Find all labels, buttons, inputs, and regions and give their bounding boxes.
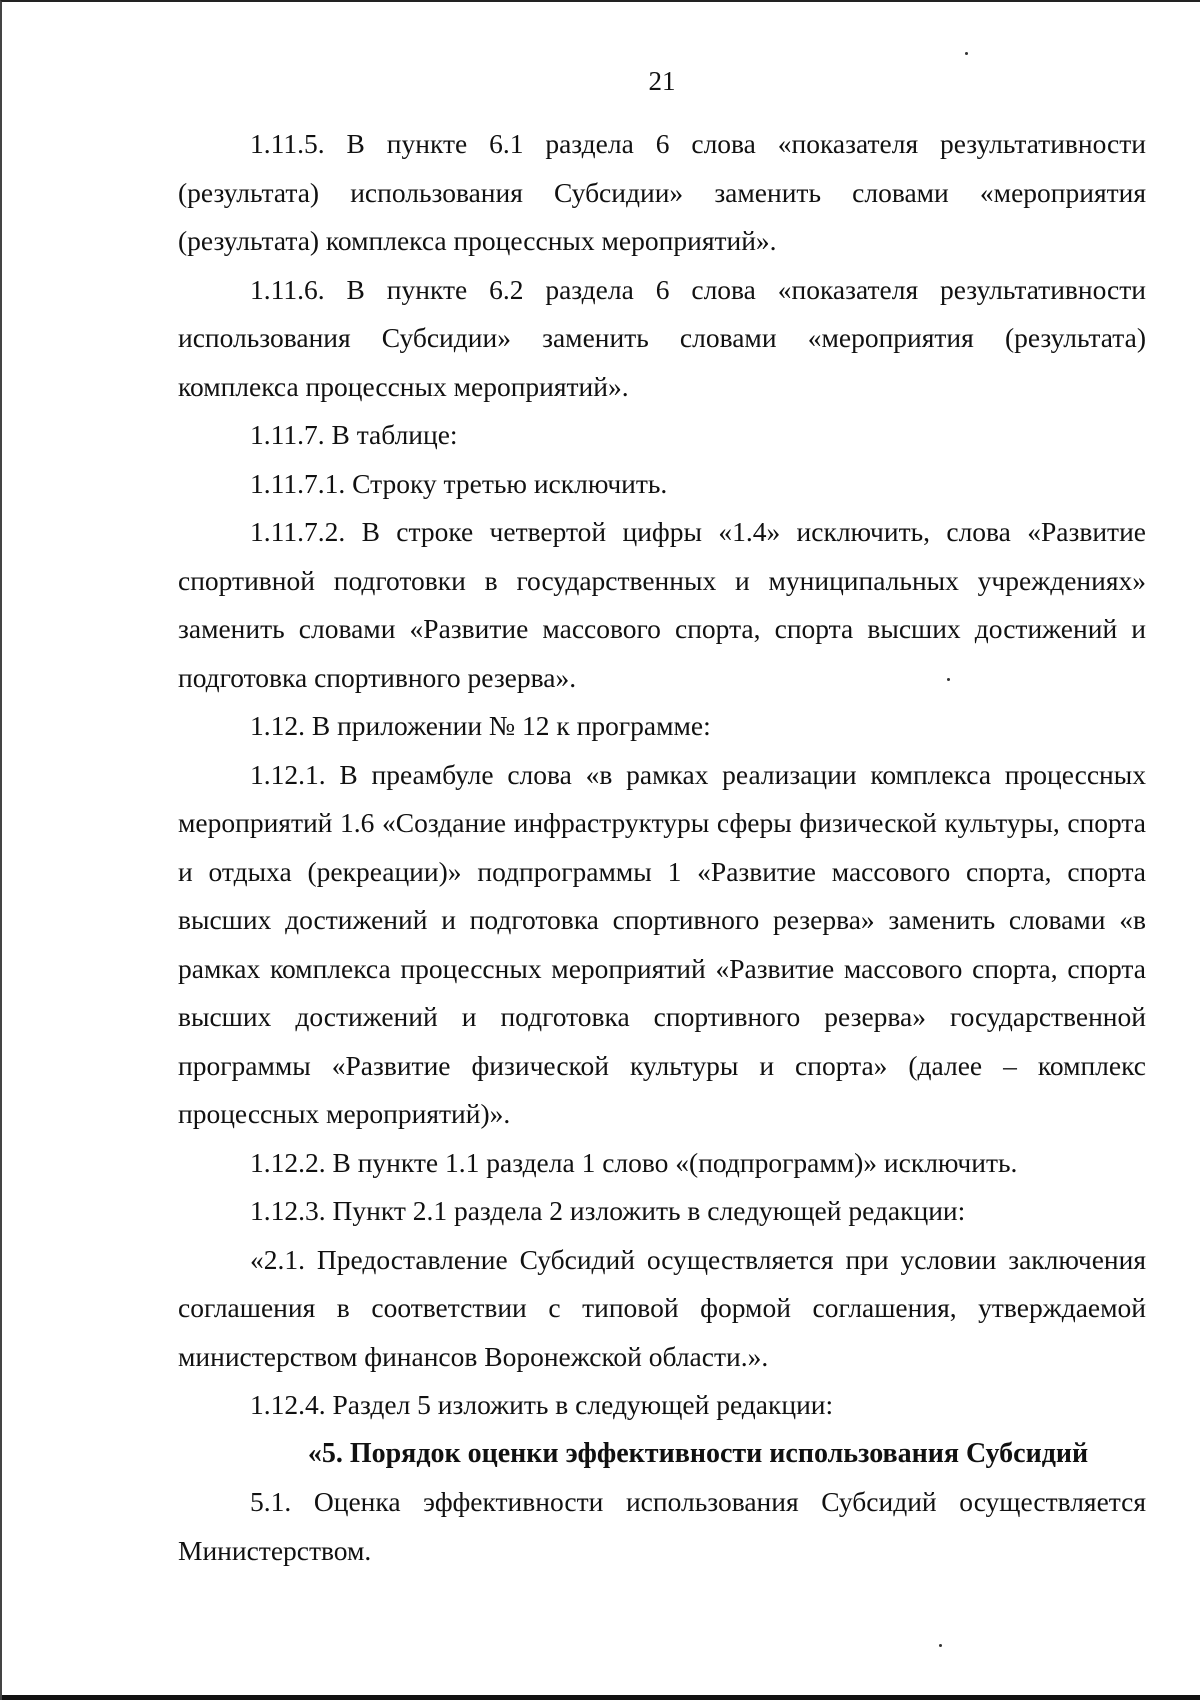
paragraph-1-12: 1.12. В приложении № 12 к программе: bbox=[250, 710, 711, 741]
paragraph-1-12-1: 1.12.1. В преамбуле слова «в рамках реализации комплекса процессных мероприятий 1.6 «Создание инфраструктуры сферы физической культуры, спорта и отдыха (рекреации)» подпрограммы 1 «Развитие массового спорта, спорта высших достижений и подготовка спортивного резерва» заменить словами «в рамках комплекса процессных мероприятий «Развитие массового спорта, спорта высших достижений и подготовка спортивного резерва» государственной программы «Развитие физической культуры и спорта» (далее – комплекс процессных мероприятий)». bbox=[178, 758, 1146, 1129]
paragraph-1-11-7: 1.11.7. В таблице: bbox=[250, 419, 458, 450]
document-body bbox=[178, 120, 1146, 1575]
paragraph-2-1-quote: «2.1. Предоставление Субсидий осуществляется при условии заключения соглашения в соответствии с типовой формой соглашения, утверждаемой министерством финансов Воронежской области.». bbox=[178, 1243, 1146, 1372]
scan-bottom-edge bbox=[2, 1695, 1200, 1700]
paragraph-1-12-3: 1.12.3. Пункт 2.1 раздела 2 изложить в следующей редакции: bbox=[250, 1195, 966, 1226]
paragraph-1-11-6: 1.11.6. В пункте 6.2 раздела 6 слова «показателя результативности использования Субсидии» заменить словами «мероприятия (результата) комплекса процессных мероприятий». bbox=[178, 273, 1146, 402]
scan-speck bbox=[939, 1644, 942, 1647]
paragraph-1-11-5: 1.11.5. В пункте 6.1 раздела 6 слова «показателя результативности (результата) использования Субсидии» заменить словами «мероприятия (результата) комплекса процессных мероприятий». bbox=[178, 128, 1146, 256]
paragraph-1-11-7-1: 1.11.7.1. Строку третью исключить. bbox=[250, 467, 668, 499]
scan-speck bbox=[965, 52, 968, 55]
paragraph-1-12-2: 1.12.2. В пункте 1.1 раздела 1 слово «(подпрограмм)» исключить. bbox=[250, 1146, 1018, 1178]
page-number: 21 bbox=[648, 66, 676, 96]
paragraph-1-12-4: 1.12.4. Раздел 5 изложить в следующей редакции: bbox=[250, 1389, 834, 1420]
scan-speck bbox=[947, 678, 950, 681]
paragraph-5-1: 5.1. Оценка эффективности использования Субсидий осуществляется Министерством. bbox=[178, 1486, 1146, 1566]
section-heading: «5. Порядок оценки эффективности использования Субсидий bbox=[307, 1437, 1089, 1469]
paragraph-1-11-7-2: 1.11.7.2. В строке четвертой цифры «1.4» исключить, слова «Развитие спортивной подготовки в государственных и муниципальных учреждениях» заменить словами «Развитие массового спорта, спорта высших достижений и подготовка спортивного резерва». bbox=[178, 516, 1146, 693]
